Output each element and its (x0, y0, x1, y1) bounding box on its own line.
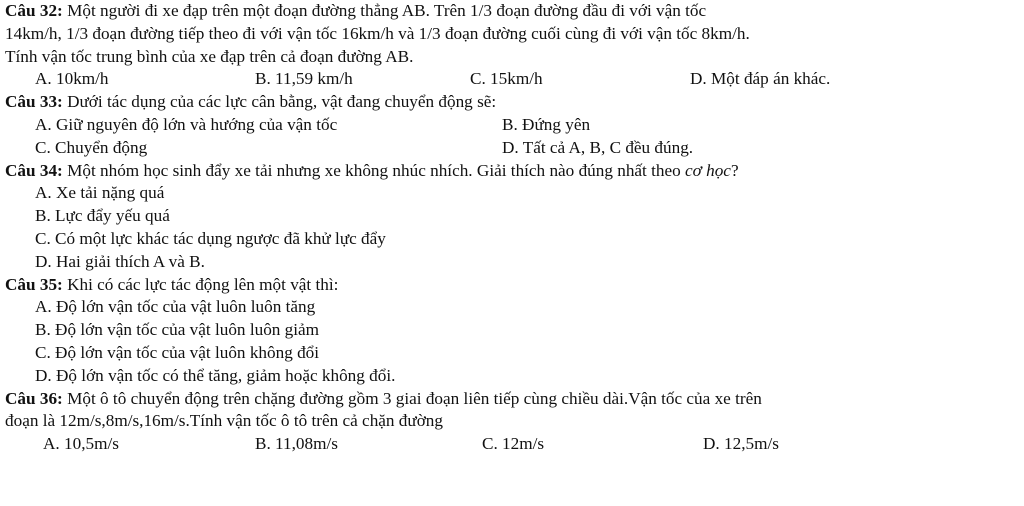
question-33-option-a: A. Giữ nguyên độ lớn và hướng của vận tốc (35, 114, 338, 134)
worksheet (5, 0, 1020, 456)
question-32-text-1: Một người đi xe đạp trên một đoạn đường thẳng AB. Trên 1/3 đoạn đường đầu đi với vận tốc (62, 1, 707, 20)
question-36-label: Câu 36: (5, 388, 63, 408)
question-32-option-b: B. 11,59 km/h (255, 69, 353, 89)
question-32-option-d: D. Một đáp án khác. (690, 69, 831, 89)
question-35-option-a: A. Độ lớn vận tốc của vật luôn luôn tăng (35, 297, 316, 317)
question-36-line-1 (5, 388, 1020, 411)
question-36-option-c: C. 12m/s (482, 434, 545, 454)
question-36-options (5, 433, 1020, 456)
question-32-option-c: C. 15km/h (470, 69, 543, 89)
question-34-text: Một nhóm học sinh đẩy xe tải nhưng xe không nhúc nhích. Giải thích nào đúng nhất theo (62, 160, 686, 180)
question-36-line-2: đoạn là 12m/s,8m/s,16m/s.Tính vận tốc ô tô trên cả chặn đường (5, 411, 443, 431)
question-35-option-c: C. Độ lớn vận tốc của vật luôn không đổi (35, 342, 320, 362)
question-33-options-row-1 (5, 114, 1020, 137)
question-34-label: Câu 34: (5, 160, 63, 180)
question-34-text-italic: cơ học (685, 160, 731, 180)
question-36-option-b: B. 11,08m/s (255, 434, 338, 454)
question-34-text-end: ? (730, 160, 739, 180)
question-33-option-d: D. Tất cả A, B, C đều đúng. (502, 137, 694, 157)
question-34-option-d: D. Hai giải thích A và B. (35, 251, 205, 271)
question-33-options-row-2 (5, 137, 1020, 160)
question-35-label: Câu 35: (5, 274, 63, 294)
question-34-option-a: A. Xe tải nặng quá (35, 183, 165, 203)
question-33-option-c: C. Chuyển động (35, 137, 148, 157)
question-32-option-a: A. 10km/h (35, 69, 109, 89)
question-33-option-b: B. Đứng yên (502, 114, 591, 134)
question-35-option-d: D. Độ lớn vận tốc có thể tăng, giảm hoặc không đổi. (35, 365, 396, 385)
question-36-option-a: A. 10,5m/s (43, 434, 119, 454)
question-34-option-b: B. Lực đẩy yếu quá (35, 206, 170, 226)
question-32-line-1 (5, 0, 1020, 23)
question-32-line-3: Tính vận tốc trung bình của xe đạp trên cả đoạn đường AB. (5, 46, 414, 66)
question-32-options (5, 68, 1020, 91)
question-35-line (5, 274, 1020, 297)
question-33-text: Dưới tác dụng của các lực cân bằng, vật đang chuyển động sẽ: (62, 92, 497, 112)
question-35-option-b: B. Độ lớn vận tốc của vật luôn luôn giảm (35, 320, 320, 340)
question-32-line-2: 14km/h, 1/3 đoạn đường tiếp theo đi với vận tốc 16km/h và 1/3 đoạn đường cuối cùng đi với vận tốc 8km/h. (5, 23, 750, 43)
question-33-line (5, 91, 1020, 114)
question-34-line (5, 160, 1020, 183)
question-36-text-1: Một ô tô chuyển động trên chặng đường gồm 3 giai đoạn liên tiếp cùng chiều dài.Vận tốc của xe trên (62, 388, 762, 408)
question-36-option-d: D. 12,5m/s (703, 434, 779, 454)
question-35-text: Khi có các lực tác động lên một vật thì: (62, 274, 339, 294)
question-32-label: Câu 32: (5, 1, 63, 20)
question-34-option-c: C. Có một lực khác tác dụng ngược đã khử lực đẩy (35, 228, 386, 248)
question-33-label: Câu 33: (5, 92, 63, 112)
